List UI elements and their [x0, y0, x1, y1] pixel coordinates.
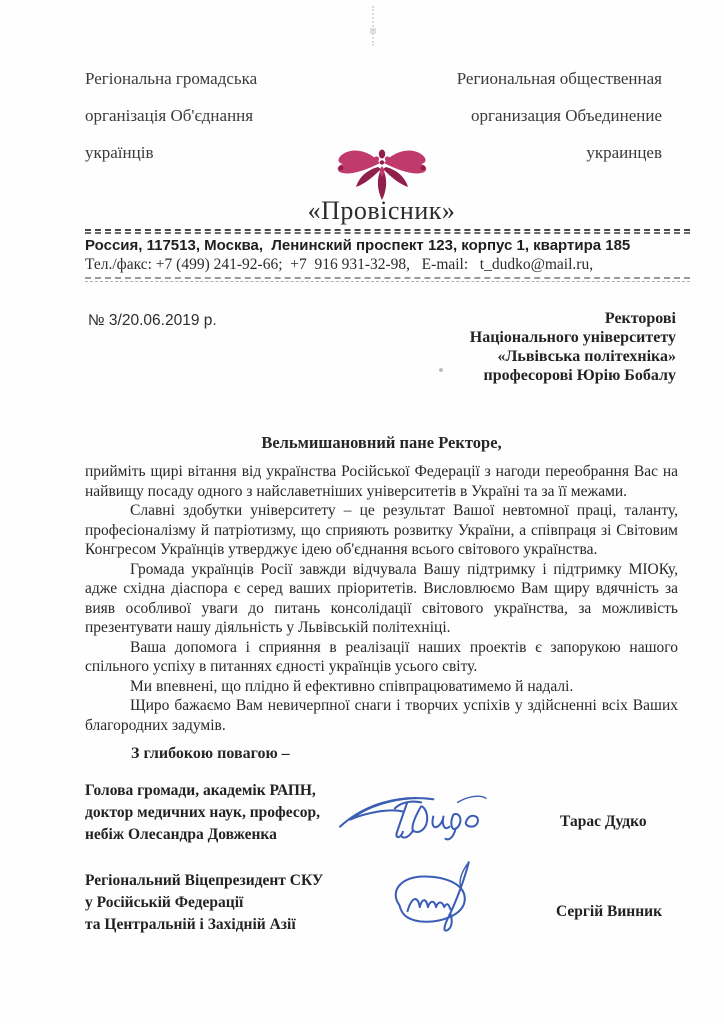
org-uk-line: організація Об'єднання: [85, 106, 254, 125]
scan-artifact-mark: [372, 6, 375, 46]
recipient-block: [470, 309, 676, 385]
org-ru-line: Региональная общественная: [456, 69, 662, 88]
signatory-title-line: Регіональний Віцепрезидент СКУ: [85, 872, 324, 889]
signatory-title-line: Голова громади, академік РАПН,: [85, 782, 316, 799]
recipient-line: «Львівська політехніка»: [497, 348, 676, 365]
signatory-title-line: у Російській Федерації: [85, 894, 244, 911]
signatory-title-line: доктор медичних наук, професор,: [85, 804, 320, 821]
valediction: З глибокою повагою –: [131, 745, 290, 762]
letterhead-contacts: Тел./факс: +7 (499) 241-92-66; +7 916 931-32-98, E-mail: t_dudko@mail.ru,: [85, 256, 594, 273]
reference-number: № 3/20.06.2019 р.: [88, 312, 217, 329]
recipient-line: Національного університету: [469, 329, 676, 346]
org-brand-name: «Провісник»: [307, 196, 456, 225]
recipient-line: професорові Юрію Бобалу: [483, 367, 676, 384]
org-uk-line: українців: [85, 143, 154, 162]
org-ru-line: организация Объединение: [471, 106, 662, 125]
signatory-name: Тарас Дудко: [560, 813, 647, 830]
handwritten-signature-icon: [336, 786, 488, 847]
body-paragraph: Щиро бажаємо Вам невичерпної снаги і творчих успіхів у здійсненні всіх Ваших благородних задумів.: [85, 697, 678, 734]
org-ru-line: украинцев: [586, 143, 662, 162]
body-paragraph: Ваша допомога і сприяння в реалізації наших проектів є запорукою нашого спільного успіху в питаннях єдності українців усього світу.: [85, 638, 678, 675]
signatory-title-block: [85, 870, 323, 936]
scan-artifact-dot: [439, 368, 443, 372]
salutation: Вельмишановний пане Ректоре,: [261, 433, 502, 452]
signatory-name: Сергій Винник: [556, 903, 663, 920]
signatory-title-line: небіж Олесандра Довженка: [85, 826, 277, 843]
body-paragraph: Ми впевнені, що плідно й ефективно співпрацюватимемо й надалі.: [130, 677, 574, 695]
recipient-line: Ректорові: [604, 310, 676, 327]
letter-body: [85, 462, 678, 735]
letterhead-divider-bottom: [85, 277, 690, 282]
letterhead-address: Россия, 117513, Москва, Ленинский проспект 123, корпус 1, квартира 185: [85, 237, 631, 254]
body-paragraph: прийміть щирі вітання від українства Російської Федерації з нагоди переобрання Вас на найвищу посаду одного з найславетніших університетів в Україні та за її межами.: [85, 463, 678, 500]
body-paragraph: Славні здобутки університету – це результат Вашої невтомної праці, таланту, професіоналізму й патріотизму, що сприяють розвитку України, а співпраця зі Світовим Конгресом Українців утверджує ідею об'єднання всього світового українства.: [85, 502, 678, 558]
signatory-title-line: та Центральній і Західній Азії: [85, 916, 296, 933]
body-paragraph: Громада українців Росії завжди відчувала Вашу підтримку і підтримку МІОКу, адже східна діаспора є серед ваших пріоритетів. Висловлюємо Вам щиру вдячність за вияв особливої уваги до питань консолідації світового українства, за можливість презентувати нашу діяльність у Львівській політехніці.: [85, 560, 678, 636]
signatory-title-block: [85, 780, 320, 846]
letterhead-divider-top: [85, 229, 690, 234]
handwritten-signature-icon: [381, 856, 483, 953]
org-uk-line: Регіональна громадська: [85, 69, 258, 88]
